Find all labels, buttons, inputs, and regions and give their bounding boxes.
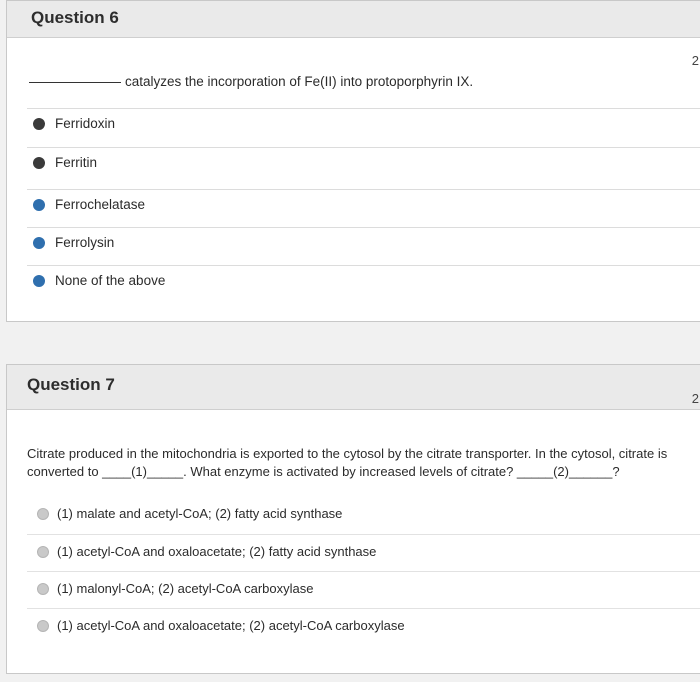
option-label: (1) malonyl-CoA; (2) acetyl-CoA carboxylase — [57, 581, 314, 596]
radio-button[interactable] — [37, 620, 49, 632]
radio-button[interactable] — [33, 237, 45, 249]
option-label: Ferrochelatase — [55, 197, 146, 212]
radio-button[interactable] — [37, 508, 49, 520]
question-7-points: 2 — [691, 391, 699, 406]
radio-button[interactable] — [33, 118, 45, 130]
option-7c[interactable] — [27, 571, 700, 609]
radio-button[interactable] — [33, 275, 45, 287]
radio-button[interactable] — [33, 199, 45, 211]
question-7-stem — [27, 445, 700, 481]
option-label: (1) acetyl-CoA and oxaloacetate; (2) fatty acid synthase — [57, 544, 377, 559]
question-6-stem — [29, 73, 473, 91]
option-label: Ferritin — [55, 155, 98, 170]
option-ferrolysin[interactable] — [27, 227, 700, 262]
option-7b[interactable] — [27, 534, 700, 572]
option-label: Ferridoxin — [55, 116, 116, 131]
option-label: Ferrolysin — [55, 235, 115, 250]
option-none-of-the-above[interactable] — [27, 265, 700, 300]
question-7-title: Question 7 — [27, 375, 115, 394]
question-6-points: 2 — [691, 53, 699, 68]
question-6-stem-text: catalyzes the incorporation of Fe(II) into protoporphyrin IX. — [125, 74, 474, 89]
option-ferridoxin[interactable] — [27, 108, 700, 143]
question-7-card — [6, 364, 700, 674]
question-7-header — [7, 365, 700, 410]
question-7-stem-line-1: Citrate produced in the mitochondria is exported to the cytosol by the citrate transporter. In the cytosol, citrate is — [27, 446, 668, 461]
radio-button[interactable] — [37, 546, 49, 558]
option-7a[interactable] — [27, 497, 700, 534]
radio-button[interactable] — [37, 583, 49, 595]
question-6-card — [6, 0, 700, 322]
option-ferrochelatase[interactable] — [27, 189, 700, 224]
option-label: None of the above — [55, 273, 166, 288]
radio-button[interactable] — [33, 157, 45, 169]
question-6-title: Question 6 — [31, 8, 119, 27]
question-7-stem-line-2: converted to ____(1)_____. What enzyme is activated by increased levels of citrate? _____(2)______? — [27, 464, 620, 479]
option-label: (1) malate and acetyl-CoA; (2) fatty acid synthase — [57, 506, 343, 521]
question-6-header — [7, 1, 700, 68]
option-label: (1) acetyl-CoA and oxaloacetate; (2) acetyl-CoA carboxylase — [57, 618, 405, 633]
option-ferritin[interactable] — [27, 147, 700, 182]
option-7d[interactable] — [27, 608, 700, 646]
answer-blank — [29, 82, 121, 83]
